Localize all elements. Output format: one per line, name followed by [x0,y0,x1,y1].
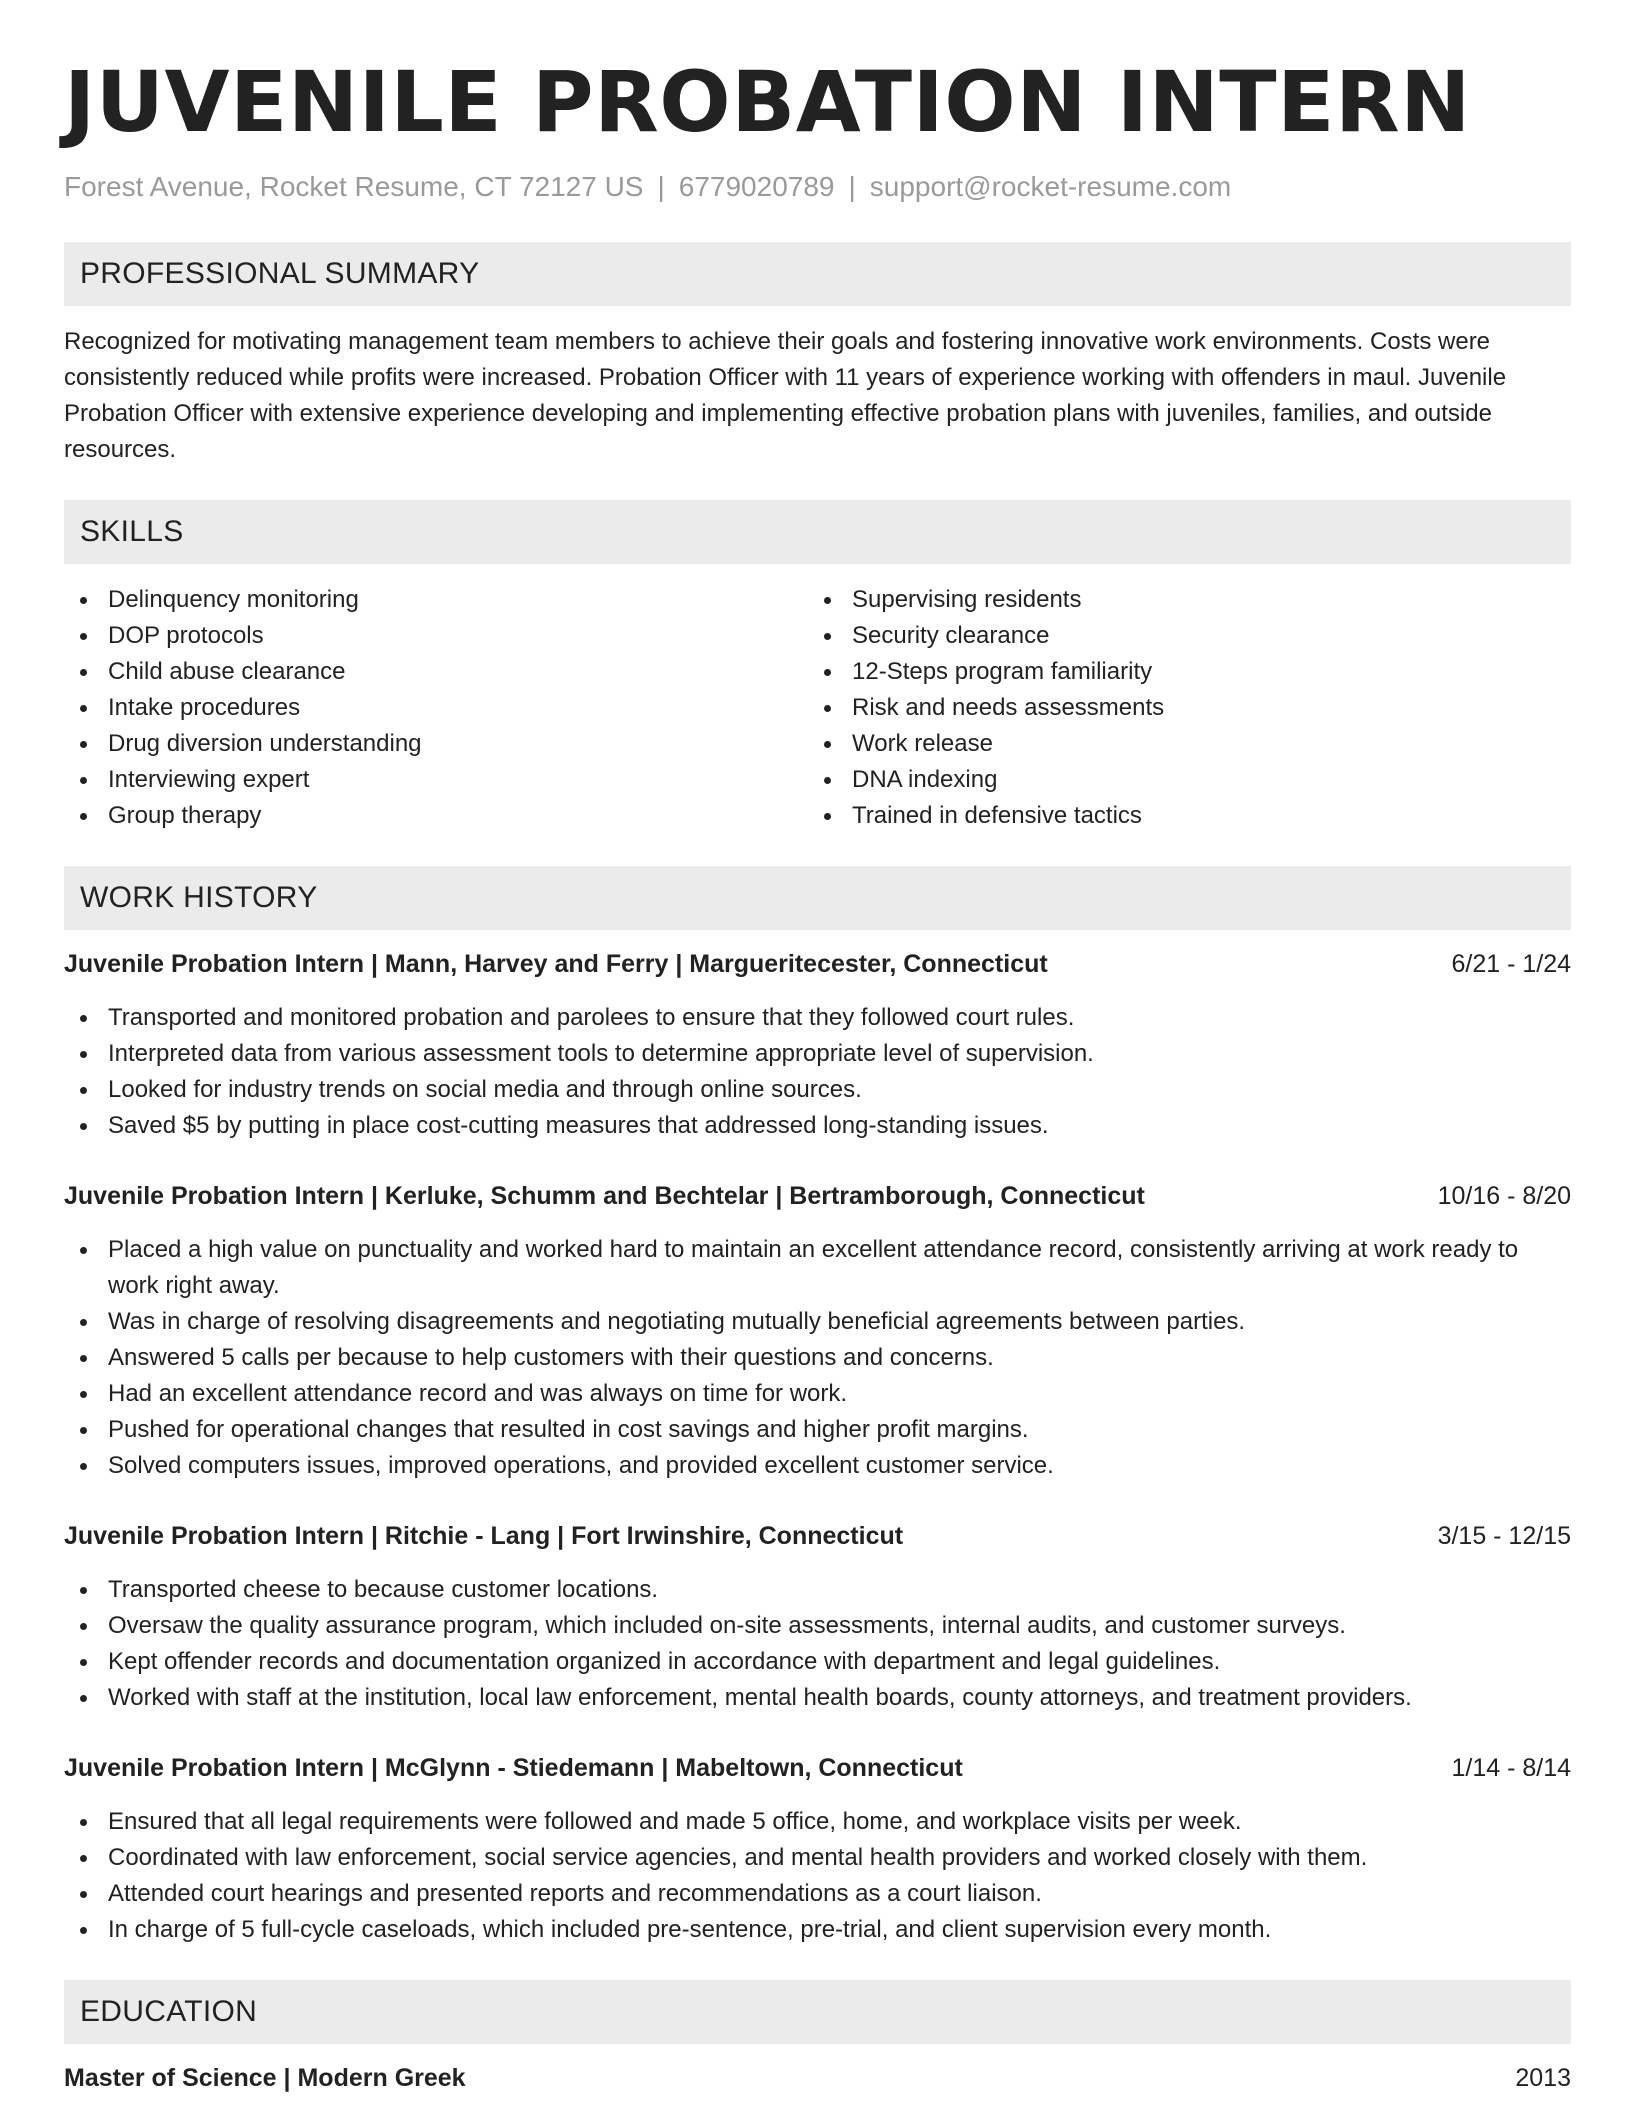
skill-item: Interviewing expert [64,762,808,798]
skill-item: Work release [808,726,1552,762]
education-year: 2013 [1515,2064,1571,2092]
job-bullet: Interpreted data from various assessment tools to determine appropriate level of supervision. [64,1036,1571,1072]
skills-column-left [64,582,808,834]
contact-address: Forest Avenue, Rocket Resume, CT 72127 US [64,171,644,202]
job-title: Juvenile Probation Intern | Ritchie - Lang | Fort Irwinshire, Connecticut [64,1522,904,1550]
education-entry [64,2060,1571,2096]
job-bullets [64,1572,1571,1716]
job-bullet: Transported and monitored probation and parolees to ensure that they followed court rules. [64,1000,1571,1036]
job-bullet: Placed a high value on punctuality and worked hard to maintain an excellent attendance record, consistently arriving at work ready to work right away. [64,1232,1571,1304]
skills-list [64,582,1571,834]
job-bullet: Attended court hearings and presented reports and recommendations as a court liaison. [64,1876,1571,1912]
skill-item: Drug diversion understanding [64,726,808,762]
job-bullets [64,1804,1571,1948]
education-heading: EDUCATION [64,1980,1571,2044]
contact-email: support@rocket-resume.com [869,171,1232,202]
job-bullet: Transported cheese to because customer locations. [64,1572,1571,1608]
skill-item: Intake procedures [64,690,808,726]
job-bullet: Looked for industry trends on social media and through online sources. [64,1072,1571,1108]
job-entry [64,1518,1571,1716]
skill-item: 12-Steps program familiarity [808,654,1552,690]
job-bullets [64,1000,1571,1144]
resume-page [64,52,1571,2096]
job-dates: 1/14 - 8/14 [1451,1754,1571,1782]
summary-heading: PROFESSIONAL SUMMARY [64,242,1571,306]
job-bullet: Solved computers issues, improved operations, and provided excellent customer service. [64,1448,1571,1484]
education-degree: Master of Science | Modern Greek [64,2064,466,2092]
job-bullet: In charge of 5 full-cycle caseloads, which included pre-sentence, pre-trial, and client supervision every month. [64,1912,1571,1948]
job-bullet: Answered 5 calls per because to help customers with their questions and concerns. [64,1340,1571,1376]
job-bullet: Coordinated with law enforcement, social service agencies, and mental health providers and worked closely with them. [64,1840,1571,1876]
skills-heading: SKILLS [64,500,1571,564]
job-bullets [64,1232,1571,1484]
job-dates: 3/15 - 12/15 [1437,1522,1571,1550]
skill-item: DNA indexing [808,762,1552,798]
job-bullet: Saved $5 by putting in place cost-cutting measures that addressed long-standing issues. [64,1108,1571,1144]
job-bullet: Kept offender records and documentation organized in accordance with department and legal guidelines. [64,1644,1571,1680]
job-bullet: Worked with staff at the institution, local law enforcement, mental health boards, county attorneys, and treatment providers. [64,1680,1571,1716]
skill-item: Group therapy [64,798,808,834]
contact-separator: | [848,171,856,202]
job-title: Juvenile Probation Intern | McGlynn - Stiedemann | Mabeltown, Connecticut [64,1754,963,1782]
job-entry [64,946,1571,1144]
job-bullet: Pushed for operational changes that resulted in cost savings and higher profit margins. [64,1412,1571,1448]
contact-line [64,170,1571,204]
work-history-heading: WORK HISTORY [64,866,1571,930]
summary-text: Recognized for motivating management team members to achieve their goals and fostering innovative work environments. Costs were consistently reduced while profits were increased. Probation Officer with 11 years of experience working with offenders in maul. Juvenile Probation Officer with extensive experience developing and implementing effective probation plans with juveniles, families, and outside resources. [64,328,1507,463]
skill-item: Risk and needs assessments [808,690,1552,726]
skill-item: Child abuse clearance [64,654,808,690]
job-header [64,1518,1571,1554]
job-entry [64,1750,1571,1948]
skill-item: DOP protocols [64,618,808,654]
job-title: Juvenile Probation Intern | Mann, Harvey and Ferry | Margueritecester, Connecticut [64,950,1048,978]
candidate-name: JUVENILE PROBATION INTERN [64,53,1471,151]
skills-column-right [808,582,1552,834]
job-bullet: Oversaw the quality assurance program, which included on-site assessments, internal audits, and customer surveys. [64,1608,1571,1644]
skill-item: Supervising residents [808,582,1552,618]
job-bullet: Had an excellent attendance record and was always on time for work. [64,1376,1571,1412]
contact-phone: 6779020789 [678,171,835,202]
job-bullet: Was in charge of resolving disagreements and negotiating mutually beneficial agreements between parties. [64,1304,1571,1340]
job-dates: 6/21 - 1/24 [1451,950,1571,978]
skill-item: Delinquency monitoring [64,582,808,618]
skill-item: Trained in defensive tactics [808,798,1552,834]
job-header [64,946,1571,982]
job-dates: 10/16 - 8/20 [1437,1182,1571,1210]
skill-item: Security clearance [808,618,1552,654]
job-header [64,1750,1571,1786]
job-header [64,1178,1571,1214]
contact-separator: | [657,171,665,202]
job-entry [64,1178,1571,1484]
job-bullet: Ensured that all legal requirements were followed and made 5 office, home, and workplace visits per week. [64,1804,1571,1840]
job-title: Juvenile Probation Intern | Kerluke, Schumm and Bechtelar | Bertramborough, Connecticut [64,1182,1145,1210]
